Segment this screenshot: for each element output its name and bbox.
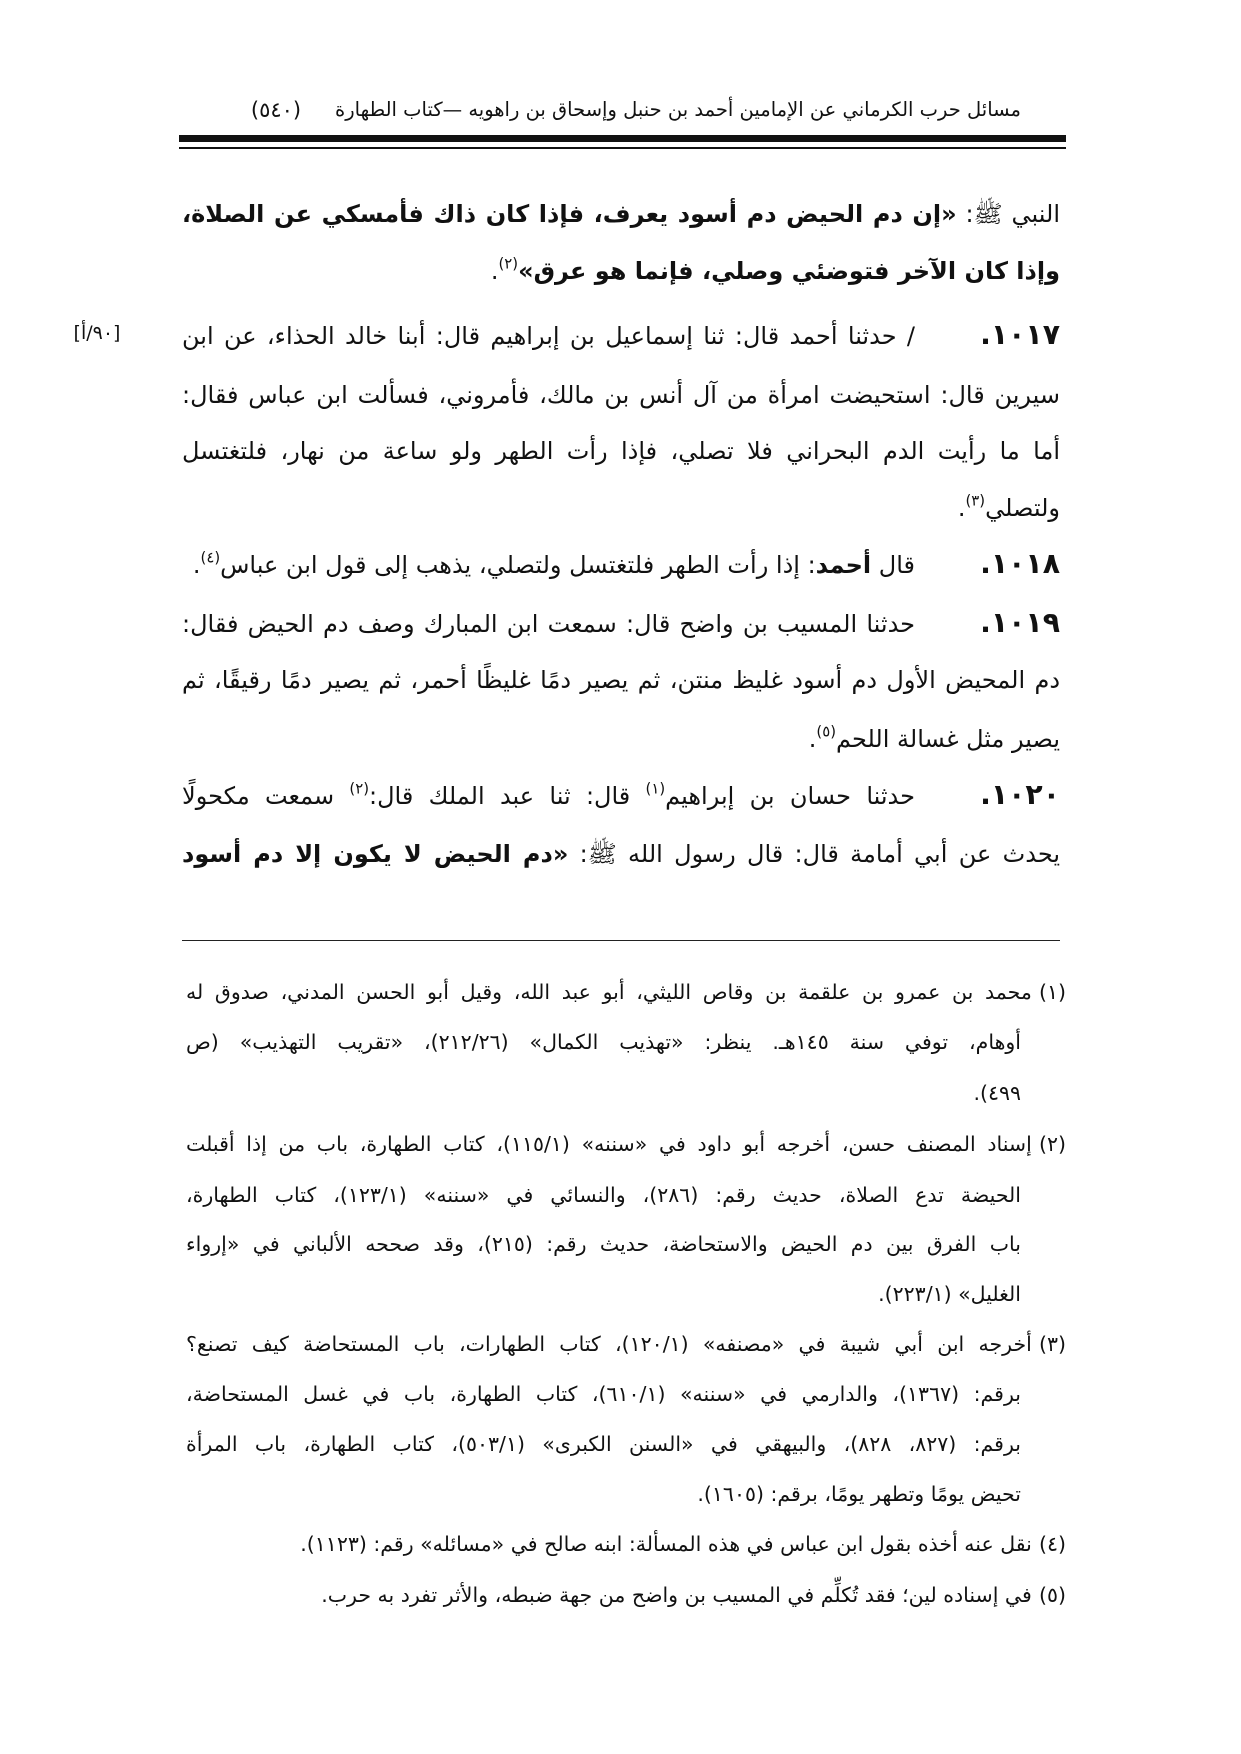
hadith-text-bold: «دم الحيض لا يكون إلا دم أسود	[182, 840, 569, 868]
text-run: .	[808, 725, 817, 753]
footnote-text: أخرجه ابن أبي شيبة في «مصنفه» (١٢٠/١)، كتاب الطهارات، باب المستحاضة كيف تصنع؟	[186, 1332, 1032, 1356]
footnote-line	[186, 1220, 1021, 1268]
footnote-text: الغليل» (٢٢٣/١).	[878, 1282, 1021, 1306]
footnote-separator	[182, 940, 1060, 941]
text-run: ولتصلي	[985, 494, 1060, 522]
text-run: يصير مثل غسالة اللحم	[836, 725, 1060, 753]
footnote-marker: (٣)	[1039, 1332, 1066, 1356]
text-run: / حدثنا أحمد قال: ثنا إسماعيل بن إبراهيم قال: أبنا خالد الحذاء، عن ابن	[182, 322, 915, 350]
footnote-text: في إسناده لين؛ فقد تُكلِّم في المسيب بن واضح من جهة ضبطه، والأثر تفرد به حرب.	[321, 1583, 1032, 1607]
header-rule-thin	[179, 147, 1066, 149]
footnote-line	[186, 1018, 1021, 1066]
running-header-title: مسائل حرب الكرماني عن الإمامين أحمد بن حنبل وإسحاق بن راهويه —كتاب الطهارة	[335, 98, 1021, 121]
issue-number: ١٠١٧.	[980, 318, 1060, 351]
text-run: يحدث عن أبي أمامة قال: قال رسول الله ﷺ:	[568, 840, 1060, 868]
text-run: قال	[871, 551, 915, 579]
footnote-reference: (٤)	[200, 548, 221, 567]
footnote-marker: (١)	[1038, 980, 1066, 1004]
footnote-text: تحيض يومًا وتطهر يومًا، برقم: (١٦٠٥).	[697, 1482, 1021, 1506]
footnote-line	[186, 1270, 1021, 1318]
text-line	[182, 423, 1060, 479]
footnote-line	[186, 1470, 1021, 1518]
footnote-marker: (٥)	[1038, 1583, 1066, 1607]
text-run: .	[490, 257, 499, 285]
footnote-text: برقم: (١٣٦٧)، والدارمي في «سننه» (٦١٠/١)، كتاب الطهارة، باب في غسل المستحاضة،	[186, 1382, 1021, 1406]
footnote-text: برقم: (٨٢٧، ٨٢٨)، والبيهقي في «السنن الكبرى» (٥٠٣/١)، كتاب الطهارة، باب المرأة	[186, 1432, 1021, 1456]
manuscript-folio-marker: [٩٠/أ]	[73, 322, 121, 344]
text-line	[182, 767, 1060, 823]
text-run: سمعت مكحولًا	[182, 782, 350, 810]
hadith-text-bold: وإذا كان الآخر فتوضئي وصلي، فإنما هو عرق»	[518, 257, 1060, 285]
issue-number: ١٠١٩.	[980, 606, 1060, 639]
text-run: قال: ثنا عبد الملك قال:	[369, 782, 646, 810]
footnote-text: الحيضة تدع الصلاة، حديث رقم: (٢٨٦)، والنسائي في «سننه» (١٢٣/١)، كتاب الطهارة،	[186, 1183, 1021, 1207]
text-line	[182, 711, 1060, 767]
footnote-text: إسناد المصنف حسن، أخرجه أبو داود في «سننه» (١١٥/١)، كتاب الطهارة، باب من إذا أقبلت	[186, 1132, 1032, 1156]
text-line	[182, 243, 1060, 299]
text-line	[182, 480, 1060, 536]
footnote-reference: (٥)	[816, 722, 837, 741]
footnote-reference: (٢)	[349, 779, 370, 798]
footnote-line	[186, 968, 1066, 1016]
footnote-text: نقل عنه أخذه بقول ابن عباس في هذه المسألة: ابنه صالح في «مسائله» رقم: (١١٢٣).	[300, 1532, 1032, 1556]
footnote-reference: (١)	[645, 779, 666, 798]
footnote-reference: (٣)	[965, 491, 986, 510]
footnote-text: باب الفرق بين دم الحيض والاستحاضة، حديث رقم: (٢١٥)، وقد صححه الألباني في «إرواء	[186, 1232, 1021, 1256]
text-run: النبي ﷺ:	[956, 200, 1060, 228]
text-run: حدثنا المسيب بن واضح قال: سمعت ابن المبارك وصف دم الحيض فقال:	[182, 610, 915, 638]
text-line	[182, 595, 1060, 651]
footnote-line	[186, 1069, 1021, 1117]
footnote-line	[186, 1520, 1066, 1568]
footnote-marker: (٤)	[1038, 1532, 1066, 1556]
text-line	[182, 826, 1060, 882]
footnote-line	[186, 1420, 1021, 1468]
footnote-line	[186, 1171, 1021, 1219]
footnote-text: ٤٩٩).	[973, 1081, 1021, 1105]
page-number: (٥٤٠)	[250, 98, 302, 122]
footnote-line	[186, 1120, 1066, 1168]
imam-name-bold: أحمد	[815, 551, 872, 579]
issue-number: ١٠٢٠.	[980, 778, 1060, 811]
footnote-line	[186, 1571, 1066, 1619]
hadith-text-bold: «إن دم الحيض دم أسود يعرف، فإذا كان ذاك فأمسكي عن الصلاة،	[182, 200, 957, 228]
text-line	[182, 652, 1060, 708]
footnote-line	[186, 1320, 1066, 1368]
text-line	[182, 186, 1060, 242]
issue-number: ١٠١٨.	[980, 547, 1060, 580]
text-line	[182, 536, 1060, 592]
footnote-text: محمد بن عمرو بن علقمة بن وقاص الليثي، أبو عبد الله، وقيل أبو الحسن المدني، صدوق له	[186, 980, 1032, 1004]
footnote-reference: (٢)	[498, 254, 519, 273]
text-run: .	[192, 551, 201, 579]
text-run: سيرين قال: استحيضت امرأة من آل أنس بن مالك، فأمروني، فسألت ابن عباس فقال:	[182, 381, 1060, 409]
text-run: أما ما رأيت الدم البحراني فلا تصلي، فإذا رأت الطهر ولو ساعة من نهار، فلتغتسل	[182, 437, 1060, 465]
text-run: .	[957, 494, 966, 522]
footnote-marker: (٢)	[1038, 1132, 1066, 1156]
footnote-line	[186, 1370, 1021, 1418]
text-run: دم المحيض الأول دم أسود غليظ منتن، ثم يصير دمًا غليظًا أحمر، ثم يصير دمًا رقيقًا، ثم	[182, 666, 1060, 694]
text-run: حدثنا حسان بن إبراهيم	[665, 782, 915, 810]
text-line	[182, 367, 1060, 423]
text-line	[182, 307, 1060, 363]
text-run: : إذا رأت الطهر فلتغتسل ولتصلي، يذهب إلى قول ابن عباس	[220, 551, 816, 579]
footnote-text: أوهام، توفي سنة ١٤٥هـ. ينظر: «تهذيب الكمال» (٢١٢/٢٦)، «تقريب التهذيب» (ص	[186, 1030, 1021, 1054]
header-rule-thick	[179, 135, 1066, 142]
